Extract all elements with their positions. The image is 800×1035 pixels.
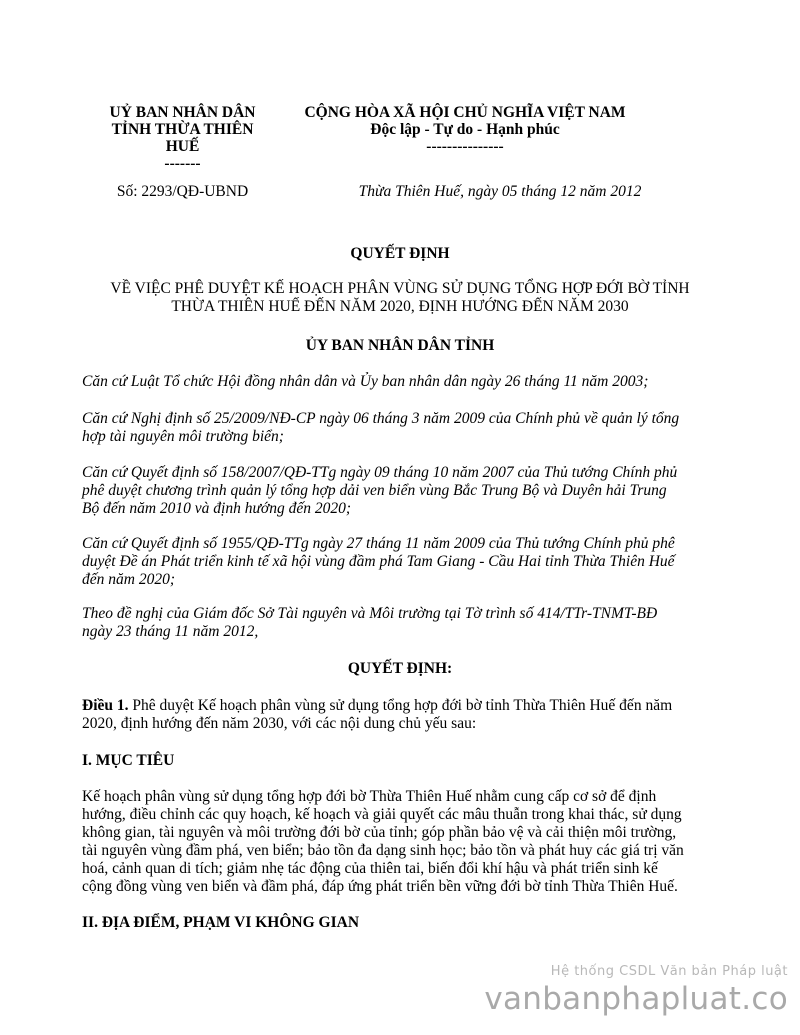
agency-line: HUẾ (165, 138, 200, 155)
article-label: Điều 1. (82, 697, 129, 714)
body-line: cộng đồng vùng ven biển và đầm phá, đáp ứng phát triển bền vững đới bờ tỉnh Thừa Thiên Huế. (82, 878, 678, 895)
legal-basis-2 (82, 410, 722, 446)
article-1 (82, 697, 722, 733)
watermark-caption: Hệ thống CSDL Văn bản Pháp luật (550, 964, 788, 979)
basis-line: phê duyệt chương trình quản lý tổng hợp dải ven biển vùng Bắc Trung Bộ và Duyên hải Trung (82, 482, 667, 499)
agency-divider: ------- (164, 155, 201, 172)
basis-line: Căn cứ Quyết định số 158/2007/QĐ-TTg ngày 09 tháng 10 năm 2007 của Thủ tướng Chính phủ (82, 464, 678, 481)
section-1-body (82, 788, 722, 896)
issuing-authority: ỦY BAN NHÂN DÂN TỈNH (305, 337, 495, 354)
document-title: QUYẾT ĐỊNH (350, 245, 450, 262)
basis-line: Bộ đến năm 2010 và định hướng đến 2020; (82, 500, 351, 517)
legal-basis-5 (82, 605, 722, 641)
basis-line: Căn cứ Luật Tổ chức Hội đồng nhân dân và Ủy ban nhân dân ngày 26 tháng 11 năm 2003; (82, 373, 649, 390)
body-line: hoá, cảnh quan di tích; giảm nhẹ tác động của thiên tai, biến đổi khí hậu và phát triển sinh kế (82, 860, 658, 877)
legal-basis-3 (82, 464, 722, 518)
country-name: CỘNG HÒA XÃ HỘI CHỦ NGHĨA VIỆT NAM (304, 104, 626, 121)
basis-line: hợp tài nguyên môi trường biển; (82, 428, 284, 445)
body-line: hướng, điều chỉnh các quy hoạch, kế hoạch và giải quyết các mâu thuẫn trong khai thác, sử dụng (82, 806, 682, 823)
subtitle-line: THỪA THIÊN HUẾ ĐẾN NĂM 2020, ĐỊNH HƯỚNG ĐẾN NĂM 2030 (171, 298, 629, 315)
agency-line: TỈNH THỪA THIÊN (111, 121, 254, 138)
document-subtitle (80, 280, 720, 316)
national-heading (290, 104, 640, 155)
article-text: Phê duyệt Kế hoạch phân vùng sử dụng tổng hợp đới bờ tỉnh Thừa Thiên Huế đến năm (128, 697, 673, 714)
body-line: Kế hoạch phân vùng sử dụng tổng hợp đới bờ Thừa Thiên Huế nhằm cung cấp cơ sở để định (82, 788, 657, 805)
body-line: không gian, tài nguyên và môi trường đới bờ của tỉnh; góp phần bảo vệ và cải thiện môi trường, (82, 824, 677, 841)
basis-line: Căn cứ Quyết định số 1955/QĐ-TTg ngày 27 tháng 11 năm 2009 của Thủ tướng Chính phủ phê (82, 535, 675, 552)
motto-divider: --------------- (426, 138, 504, 155)
section-1-heading: I. MỤC TIÊU (82, 752, 175, 769)
basis-line: duyệt Đề án Phát triển kinh tế xã hội vùng đầm phá Tam Giang - Cầu Hai tỉnh Thừa Thiên Huế (82, 553, 675, 570)
body-line: tài nguyên vùng đầm phá, ven biển; bảo tồn đa dạng sinh học; bảo tồn và phát huy các giá trị văn (82, 842, 684, 859)
watermark-domain: vanbanphapluat.co (484, 981, 788, 1017)
article-line (82, 697, 722, 715)
decision-heading: QUYẾT ĐỊNH: (347, 660, 453, 677)
document-number: Số: 2293/QĐ-UBND (116, 183, 249, 200)
article-line: 2020, định hướng đến năm 2030, với các nội dung chủ yếu sau: (82, 715, 477, 732)
issuing-agency (100, 104, 265, 172)
subtitle-line: VỀ VIỆC PHÊ DUYỆT KẾ HOẠCH PHÂN VÙNG SỬ DỤNG TỔNG HỢP ĐỚI BỜ TỈNH (110, 280, 690, 297)
national-motto: Độc lập - Tự do - Hạnh phúc (370, 121, 560, 138)
legal-basis-1 (82, 373, 722, 391)
site-watermark (484, 964, 788, 1017)
basis-line: ngày 23 tháng 11 năm 2012, (82, 623, 259, 640)
basis-line: Căn cứ Nghị định số 25/2009/NĐ-CP ngày 06 tháng 3 năm 2009 của Chính phủ về quản lý tổng (82, 410, 680, 427)
basis-line: đến năm 2020; (82, 571, 175, 588)
basis-line: Theo đề nghị của Giám đốc Sở Tài nguyên và Môi trường tại Tờ trình số 414/TTr-TNMT-BĐ (82, 605, 658, 622)
agency-line: UỶ BAN NHÂN DÂN (109, 104, 256, 121)
section-2-heading: II. ĐỊA ĐIỂM, PHẠM VI KHÔNG GIAN (82, 914, 360, 931)
legal-basis-4 (82, 535, 722, 589)
place-and-date: Thừa Thiên Huế, ngày 05 tháng 12 năm 2012 (358, 183, 642, 200)
